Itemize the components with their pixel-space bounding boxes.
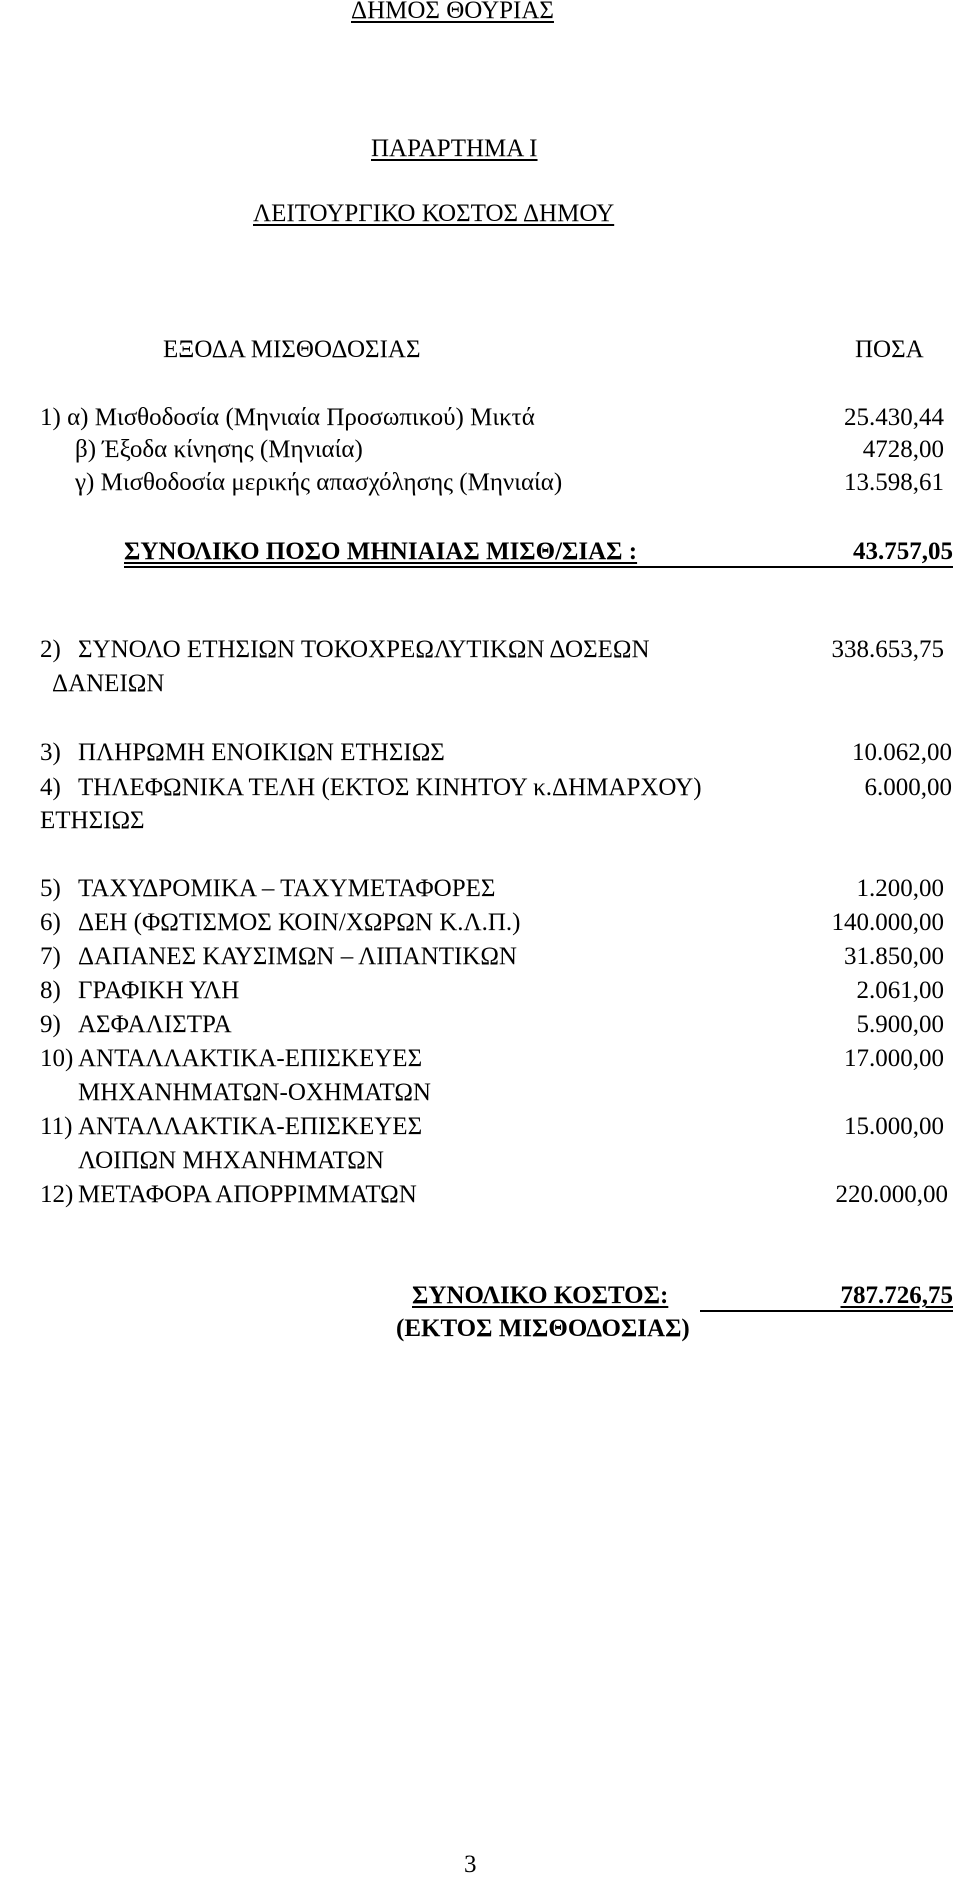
- column-header-expenses: ΕΞΟΔΑ ΜΙΣΘΟΔΟΣΙΑΣ: [163, 336, 421, 363]
- expense-item-amount: 31.850,00: [844, 943, 944, 970]
- expense-item-label-continued: ΛΟΙΠΩΝ ΜΗΧΑΝΗΜΑΤΩΝ: [78, 1147, 384, 1174]
- payroll-item-label: γ) Μισθοδοσία μερικής απασχόλησης (Μηνιαία): [75, 469, 563, 496]
- expense-item-amount: 2.061,00: [856, 977, 944, 1004]
- payroll-item-amount: 25.430,44: [844, 404, 944, 431]
- expense-item-label: ΓΡΑΦΙΚΗ ΥΛΗ: [78, 977, 240, 1004]
- expense-item-label: ΑΝΤΑΛΛΑΚΤΙΚΑ-ΕΠΙΣΚΕΥΕΣ: [78, 1113, 423, 1140]
- expense-item-amount: 338.653,75: [831, 636, 944, 663]
- grand-total-label: ΣΥΝΟΛΙΚΟ ΚΟΣΤΟΣ:: [412, 1282, 669, 1309]
- grand-total-amount: 787.726,75: [840, 1282, 953, 1309]
- expense-item-label: ΠΛΗΡΩΜΗ ΕΝΟΙΚΙΩΝ ΕΤΗΣΙΩΣ: [78, 739, 445, 766]
- page-number: 3: [464, 1851, 477, 1878]
- expense-item-number: 4): [40, 774, 61, 801]
- expense-item-number: 2): [40, 636, 61, 663]
- expense-item-amount: 140.000,00: [831, 909, 944, 936]
- expense-item-label-continued: ΕΤΗΣΙΩΣ: [40, 807, 145, 834]
- expense-item-number: 5): [40, 875, 61, 902]
- expense-item-label-continued: ΔΑΝΕΙΩΝ: [52, 670, 165, 697]
- expense-item-label: ΤΑΧΥΔΡΟΜΙΚΑ – ΤΑΧΥΜΕΤΑΦΟΡΕΣ: [78, 875, 496, 902]
- payroll-item-amount: 4728,00: [862, 436, 944, 463]
- expense-item-amount: 6.000,00: [864, 774, 952, 801]
- expense-item-amount: 15.000,00: [844, 1113, 944, 1140]
- document-subtitle: ΛΕΙΤΟΥΡΓΙΚΟ ΚΟΣΤΟΣ ΔΗΜΟΥ: [253, 200, 615, 227]
- expense-item-number: 10): [40, 1045, 74, 1072]
- payroll-total-amount: 43.757,05: [853, 538, 953, 565]
- expense-item-amount: 220.000,00: [835, 1181, 948, 1208]
- expense-item-label-continued: ΜΗΧΑΝΗΜΑΤΩΝ-ΟΧΗΜΑΤΩΝ: [78, 1079, 431, 1106]
- grand-total-underline: [700, 1310, 953, 1312]
- payroll-total-label: ΣΥΝΟΛΙΚΟ ΠΟΣΟ ΜΗΝΙΑΙΑΣ ΜΙΣΘ/ΣΙΑΣ :: [124, 538, 638, 565]
- expense-item-number: 3): [40, 739, 61, 766]
- expense-item-number: 8): [40, 977, 61, 1004]
- expense-item-label: ΤΗΛΕΦΩΝΙΚΑ ΤΕΛΗ (ΕΚΤΟΣ ΚΙΝΗΤΟΥ κ.ΔΗΜΑΡΧΟΥ): [78, 774, 702, 801]
- expense-item-number: 12): [40, 1181, 74, 1208]
- expense-item-label: ΑΣΦΑΛΙΣΤΡΑ: [78, 1011, 232, 1038]
- expense-item-label: ΜΕΤΑΦΟΡΑ ΑΠΟΡΡΙΜΜΑΤΩΝ: [78, 1181, 417, 1208]
- municipality-title: ΔΗΜΟΣ ΘΟΥΡΙΑΣ: [351, 0, 554, 24]
- expense-item-number: 6): [40, 909, 61, 936]
- expense-item-amount: 17.000,00: [844, 1045, 944, 1072]
- expense-item-label: ΔΕΗ (ΦΩΤΙΣΜΟΣ ΚΟΙΝ/ΧΩΡΩΝ Κ.Λ.Π.): [78, 909, 521, 936]
- payroll-item-label: 1) α) Μισθοδοσία (Μηνιαία Προσωπικού) Μικτά: [40, 404, 535, 431]
- expense-item-label: ΣΥΝΟΛΟ ΕΤΗΣΙΩΝ ΤΟΚΟΧΡΕΩΛΥΤΙΚΩΝ ΔΟΣΕΩΝ: [78, 636, 650, 663]
- expense-item-label: ΔΑΠΑΝΕΣ ΚΑΥΣΙΜΩΝ – ΛΙΠΑΝΤΙΚΩΝ: [78, 943, 517, 970]
- expense-item-label: ΑΝΤΑΛΛΑΚΤΙΚΑ-ΕΠΙΣΚΕΥΕΣ: [78, 1045, 423, 1072]
- payroll-item-label: β) Έξοδα κίνησης (Μηνιαία): [75, 436, 363, 463]
- column-header-amounts: ΠΟΣΑ: [855, 336, 924, 363]
- expense-item-amount: 10.062,00: [852, 739, 952, 766]
- expense-item-amount: 5.900,00: [856, 1011, 944, 1038]
- expense-item-number: 7): [40, 943, 61, 970]
- expense-item-number: 9): [40, 1011, 61, 1038]
- grand-total-note: (ΕΚΤΟΣ ΜΙΣΘΟΔΟΣΙΑΣ): [396, 1315, 690, 1342]
- payroll-item-amount: 13.598,61: [844, 469, 944, 496]
- payroll-total-underline: [124, 566, 953, 568]
- annex-title: ΠΑΡΑΡΤΗΜΑ Ι: [371, 135, 538, 162]
- expense-item-number: 11): [40, 1113, 73, 1140]
- expense-item-amount: 1.200,00: [856, 875, 944, 902]
